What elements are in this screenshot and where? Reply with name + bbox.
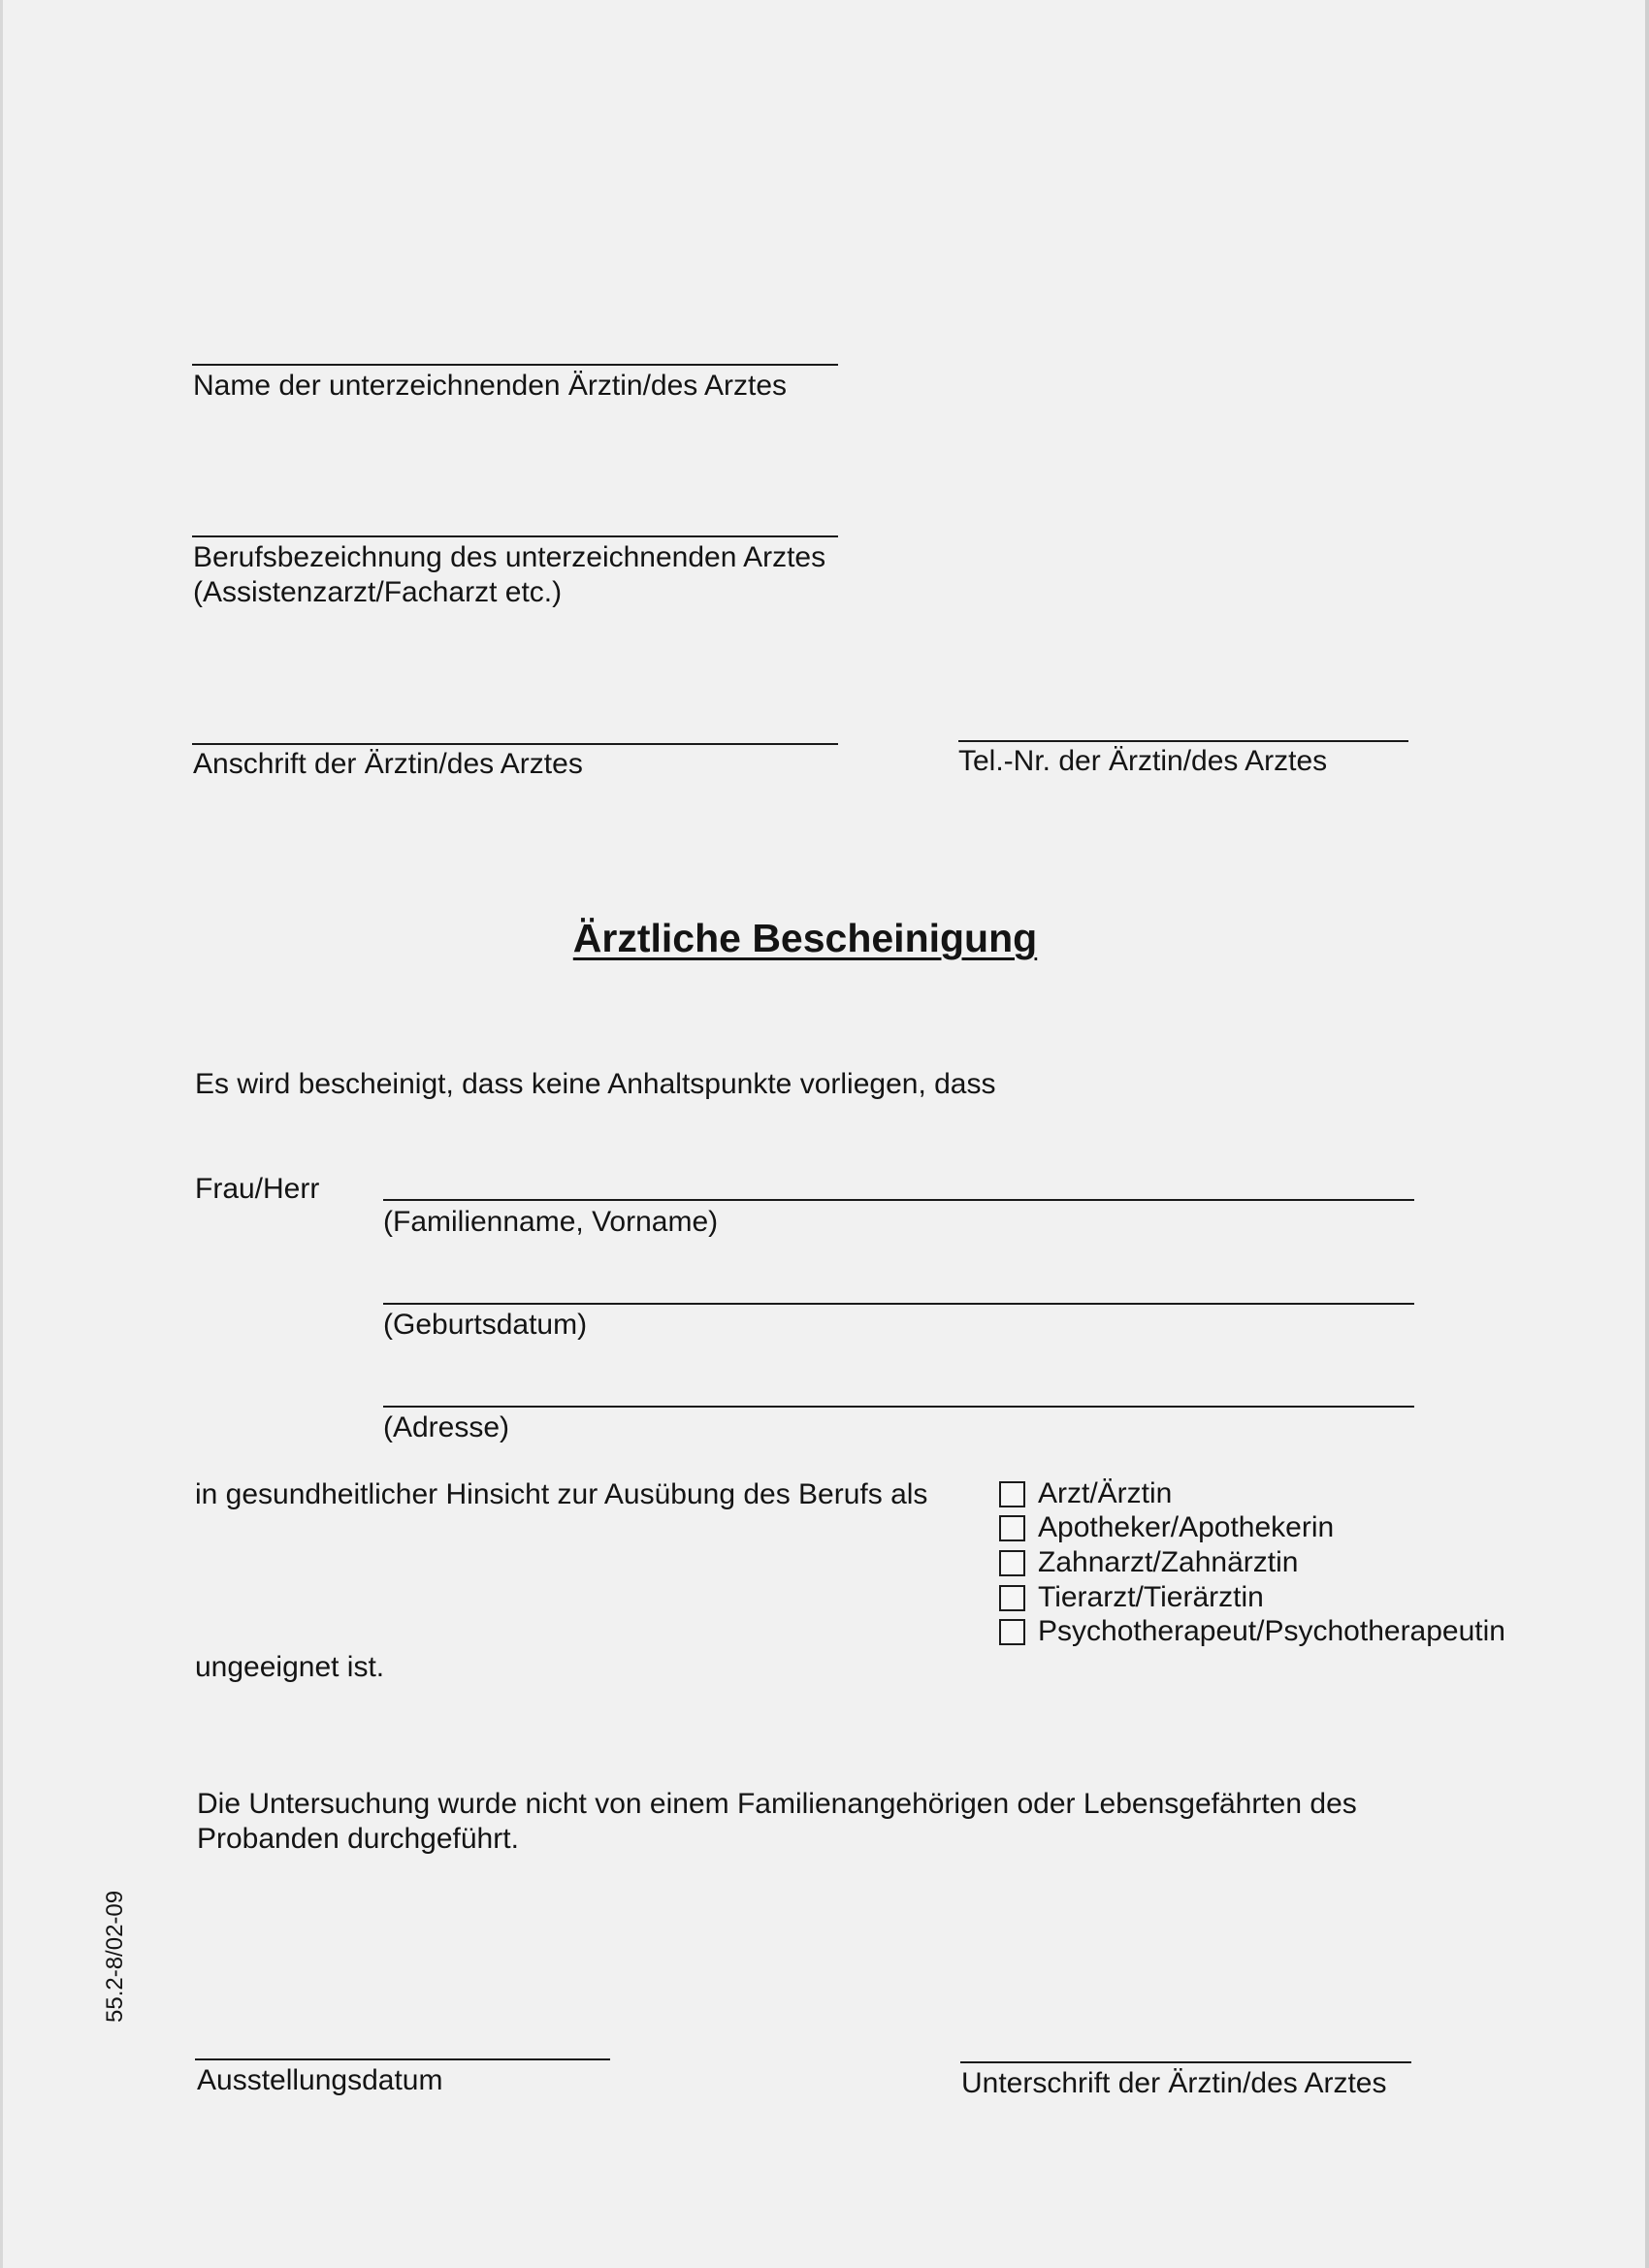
profession-option-label: Arzt/Ärztin: [1038, 1477, 1173, 1509]
checkbox-tierarzt[interactable]: [999, 1585, 1025, 1611]
doctor-address-field[interactable]: [192, 743, 838, 745]
profession-sentence: in gesundheitlicher Hinsicht zur Ausübung des Berufs als: [195, 1478, 928, 1510]
scan-edge-right: [1645, 0, 1649, 2268]
patient-name-hint: (Familienname, Vorname): [383, 1206, 719, 1238]
profession-option-psychotherapeut[interactable]: [999, 1614, 1505, 1649]
conclusion-text: ungeeignet ist.: [195, 1651, 385, 1683]
patient-address-hint: (Adresse): [383, 1411, 510, 1443]
intro-text: Es wird bescheinigt, dass keine Anhaltspunkte vorliegen, dass: [195, 1068, 996, 1100]
patient-name-field[interactable]: [383, 1199, 1414, 1201]
patient-address-field[interactable]: [383, 1406, 1414, 1408]
profession-option-label: Apotheker/Apothekerin: [1038, 1511, 1335, 1543]
profession-examples: (Assistenzarzt/Facharzt etc.): [193, 576, 563, 608]
doctor-address-label: Anschrift der Ärztin/des Arztes: [193, 748, 583, 780]
doctor-phone-label: Tel.-Nr. der Ärztin/des Arztes: [958, 745, 1328, 777]
examination-note-line1: Die Untersuchung wurde nicht von einem Familienangehörigen oder Lebensgefährten des: [197, 1788, 1357, 1820]
doctor-phone-field[interactable]: [958, 740, 1408, 742]
document-title: Ärztliche Bescheinigung: [572, 916, 1038, 960]
checkbox-apotheker[interactable]: [999, 1515, 1025, 1541]
form-code: 55.2-8/02-09: [102, 1890, 128, 2023]
checkbox-psychotherapeut[interactable]: [999, 1619, 1025, 1645]
profession-option-label: Psychotherapeut/Psychotherapeutin: [1038, 1615, 1505, 1647]
scan-edge-left: [0, 0, 3, 2268]
profession-option-label: Zahnarzt/Zahnärztin: [1038, 1546, 1299, 1578]
salutation-label: Frau/Herr: [195, 1173, 320, 1205]
issue-date-label: Ausstellungsdatum: [197, 2064, 443, 2096]
patient-birthdate-field[interactable]: [383, 1303, 1414, 1305]
profession-option-arzt[interactable]: [999, 1476, 1172, 1511]
patient-birthdate-hint: (Geburtsdatum): [383, 1309, 588, 1341]
profession-option-label: Tierarzt/Tierärztin: [1038, 1581, 1264, 1613]
doctor-name-label: Name der unterzeichnenden Ärztin/des Arztes: [193, 370, 787, 402]
profession-option-apotheker[interactable]: [999, 1510, 1334, 1545]
signature-label: Unterschrift der Ärztin/des Arztes: [961, 2067, 1387, 2099]
doctor-name-field[interactable]: [192, 364, 838, 366]
checkbox-arzt[interactable]: [999, 1481, 1025, 1507]
profession-option-tierarzt[interactable]: [999, 1580, 1264, 1615]
examination-note-line2: Probanden durchgeführt.: [197, 1823, 519, 1855]
signature-field[interactable]: [960, 2061, 1411, 2063]
profession-label: Berufsbezeichnung des unterzeichnenden Arztes: [193, 541, 826, 573]
checkbox-zahnarzt[interactable]: [999, 1550, 1025, 1576]
issue-date-field[interactable]: [195, 2058, 610, 2060]
profession-option-zahnarzt[interactable]: [999, 1545, 1298, 1580]
profession-field[interactable]: [192, 535, 838, 537]
